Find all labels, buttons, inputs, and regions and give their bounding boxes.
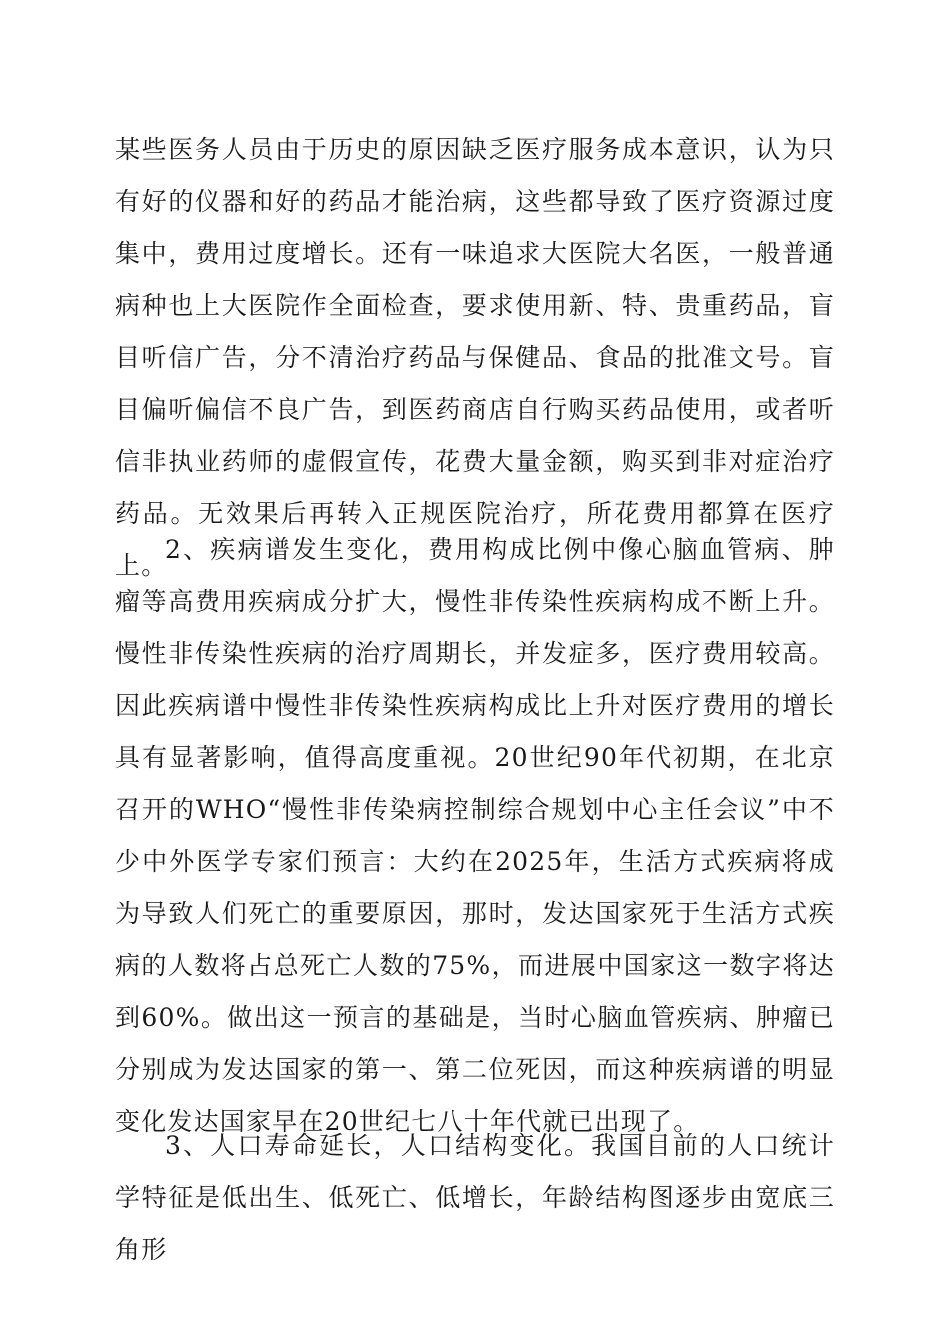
paragraph-1: 某些医务人员由于历史的原因缺乏医疗服务成本意识，认为只有好的仪器和好的药品才能治病，这些都导致了医疗资源过度集中，费用过度增长。还有一味追求大医院大名医，一般普通病种也上大医院作全面检查，要求使用新、特、贵重药品，盲目听信广告，分不清治疗药品与保健品、食品的批准文号。盲目偏听偏信不良广告，到医药商店自行购买药品使用，或者听信非执业药师的虚假宣传，花费大量金额，购买到非对症治疗药品。无效果后再转入正规医院治疗，所花费用都算在医疗上。	[115, 135, 835, 580]
paragraph-3: 3、人口寿命延长，人口结构变化。我国目前的人口统计学特征是低出生、低死亡、低增长，年龄结构图逐步由宽底三角形	[115, 1131, 835, 1264]
paragraph-2: 2、疾病谱发生变化，费用构成比例中像心脑血管病、肿瘤等高费用疾病成分扩大，慢性非传染性疾病构成不断上升。慢性非传染性疾病的治疗周期长，并发症多，医疗费用较高。因此疾病谱中慢性非传染性疾病构成比上升对医疗费用的增长具有显著影响，值得高度重视。20世纪90年代初期，在北京召开的WHO“慢性非传染病控制综合规划中心主任会议”中不少中外医学专家们预言：大约在2025年，生活方式疾病将成为导致人们死亡的重要原因，那时，发达国家死于生活方式疾病的人数将占总死亡人数的75%，而进展中国家这一数字将达到60%。做出这一预言的基础是，当时心脑血管疾病、肿瘤已分别成为发达国家的第一、第二位死因，而这种疾病谱的明显变化发达国家早在20世纪七八十年代就已出现了。	[115, 535, 835, 1136]
